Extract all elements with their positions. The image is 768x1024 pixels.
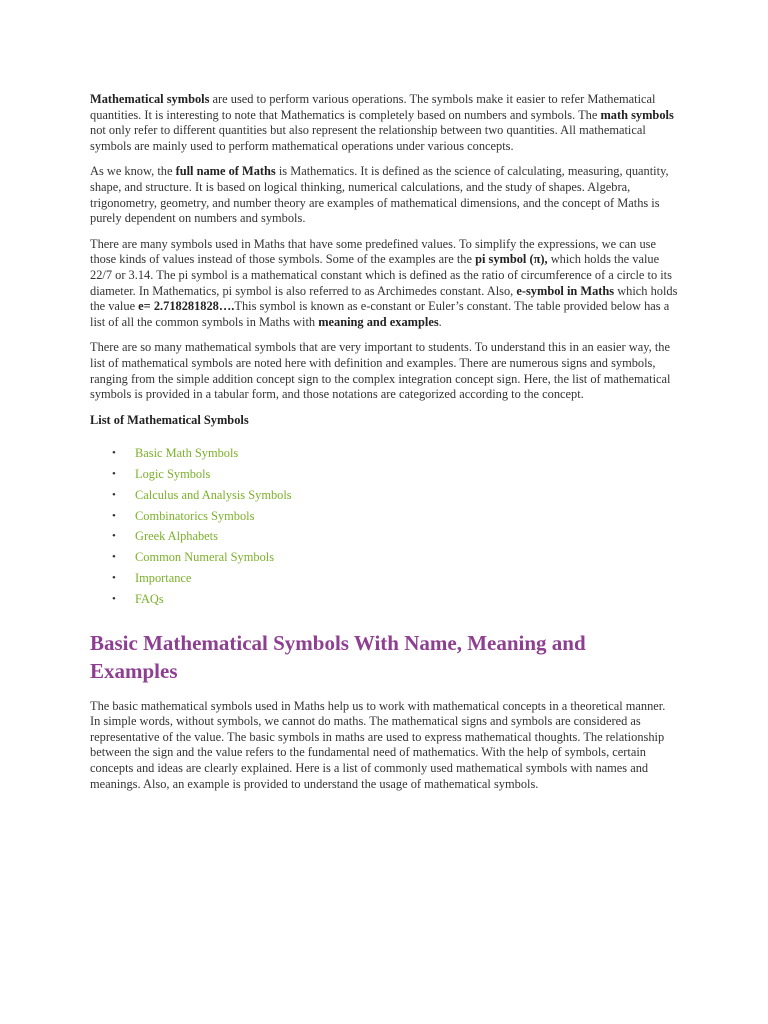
bold-term: full name of Maths — [175, 164, 276, 179]
toc-link-basic-math-symbols[interactable]: Basic Math Symbols — [135, 446, 239, 461]
section-body: The basic mathematical symbols used in Maths help us to work with mathematical concepts in a theoretical manner. In simple words, without symbols, we cannot do maths. The mathematical signs and symbols are considered as representative of the value. The basic symbols in maths are used to express mathematical thoughts. The relationship between the sign and the value refers to the fundamental need of mathematics. With the help of symbols, certain concepts and ideas are clearly explained. Here is a list of commonly used mathematical symbols with names and meanings. Also, an example is provided to understand the usage of mathematical symbols. — [90, 698, 666, 791]
bold-term: Mathematical symbols — [90, 92, 210, 106]
article — [90, 92, 678, 802]
bullet-icon: • — [112, 572, 116, 585]
bullet-icon: • — [112, 551, 116, 564]
intro-paragraph-1: Mathematical symbols are used to perform various operations. The symbols make it easier to refer Mathematical quantities. It is interesting to note that Mathematics is completely based on numbers and symbols. The math symbols not only refer to different quantities but also represent the relationship between two quantities. All mathematical symbols are mainly used to perform mathematical operations under various concepts. — [90, 92, 674, 153]
section-heading: Basic Mathematical Symbols With Name, Meaning and Examples — [90, 630, 586, 683]
bold-term: e= 2.718281828…. — [138, 299, 235, 314]
list-item — [112, 446, 678, 467]
intro-paragraph-3: There are many symbols used in Maths that have some predefined values. To simplify the expressions, we can use those kinds of values instead of those symbols. Some of the examples are the pi symbol (π), which holds the value 22/7 or 3.14. The pi symbol is a mathematical constant which is defined as the ratio of circumference of a circle to its diameter. In Mathematics, pi symbol is also referred to as Archimedes constant. Also, e-symbol in Maths which holds the value e= 2.718281828….This symbol is known as e-constant or Euler’s constant. The table provided below has a list of all the common symbols in Maths with meaning and examples. — [90, 236, 678, 329]
bullet-icon: • — [112, 509, 116, 522]
bullet-icon: • — [112, 468, 116, 481]
list-item — [112, 487, 678, 509]
intro-paragraph-2: As we know, the full name of Maths is Mathematics. It is defined as the science of calculating, measuring, quantity, shape, and structure. It is based on logical thinking, numerical calculations, and the study of shapes. Algebra, trigonometry, geometry, and number theory are examples of mathematical dimensions, and the concept of Maths is purely dependent on numbers and symbols. — [90, 164, 669, 226]
list-item — [112, 571, 678, 592]
toc-link-combinatorics-symbols[interactable]: Combinatorics Symbols — [135, 508, 255, 523]
list-item — [112, 550, 678, 571]
bullet-icon: • — [112, 530, 116, 543]
toc-title: List of Mathematical Symbols — [90, 412, 249, 427]
bold-term: math symbols — [600, 107, 674, 122]
toc-list — [90, 446, 678, 612]
list-item — [112, 467, 678, 488]
bold-term: e-symbol in Maths — [516, 283, 615, 298]
bullet-icon: • — [112, 447, 116, 460]
toc-link-greek-alphabets[interactable]: Greek Alphabets — [135, 529, 218, 544]
bold-term: pi symbol (π), — [475, 252, 548, 267]
toc-link-logic-symbols[interactable]: Logic Symbols — [135, 467, 211, 482]
list-item — [112, 529, 678, 550]
list-item — [112, 591, 678, 613]
bold-term: meaning and examples — [318, 314, 439, 329]
toc-link-faqs[interactable]: FAQs — [135, 591, 164, 606]
bullet-icon: • — [112, 488, 116, 501]
toc-link-calculus-analysis-symbols[interactable]: Calculus and Analysis Symbols — [135, 487, 292, 502]
toc-link-common-numeral-symbols[interactable]: Common Numeral Symbols — [135, 550, 275, 565]
bullet-icon: • — [112, 592, 116, 605]
list-item — [112, 508, 678, 530]
toc-link-importance[interactable]: Importance — [135, 571, 192, 586]
intro-paragraph-4: There are so many mathematical symbols that are very important to students. To understand this in an easier way, the list of mathematical symbols are noted here with definition and examples. There are numerous signs and symbols, ranging from the simple addition concept sign to the complex integration concept sign. Here, the list of mathematical symbols is provided in a tabular form, and those notations are categorized according to the concept. — [90, 340, 671, 402]
